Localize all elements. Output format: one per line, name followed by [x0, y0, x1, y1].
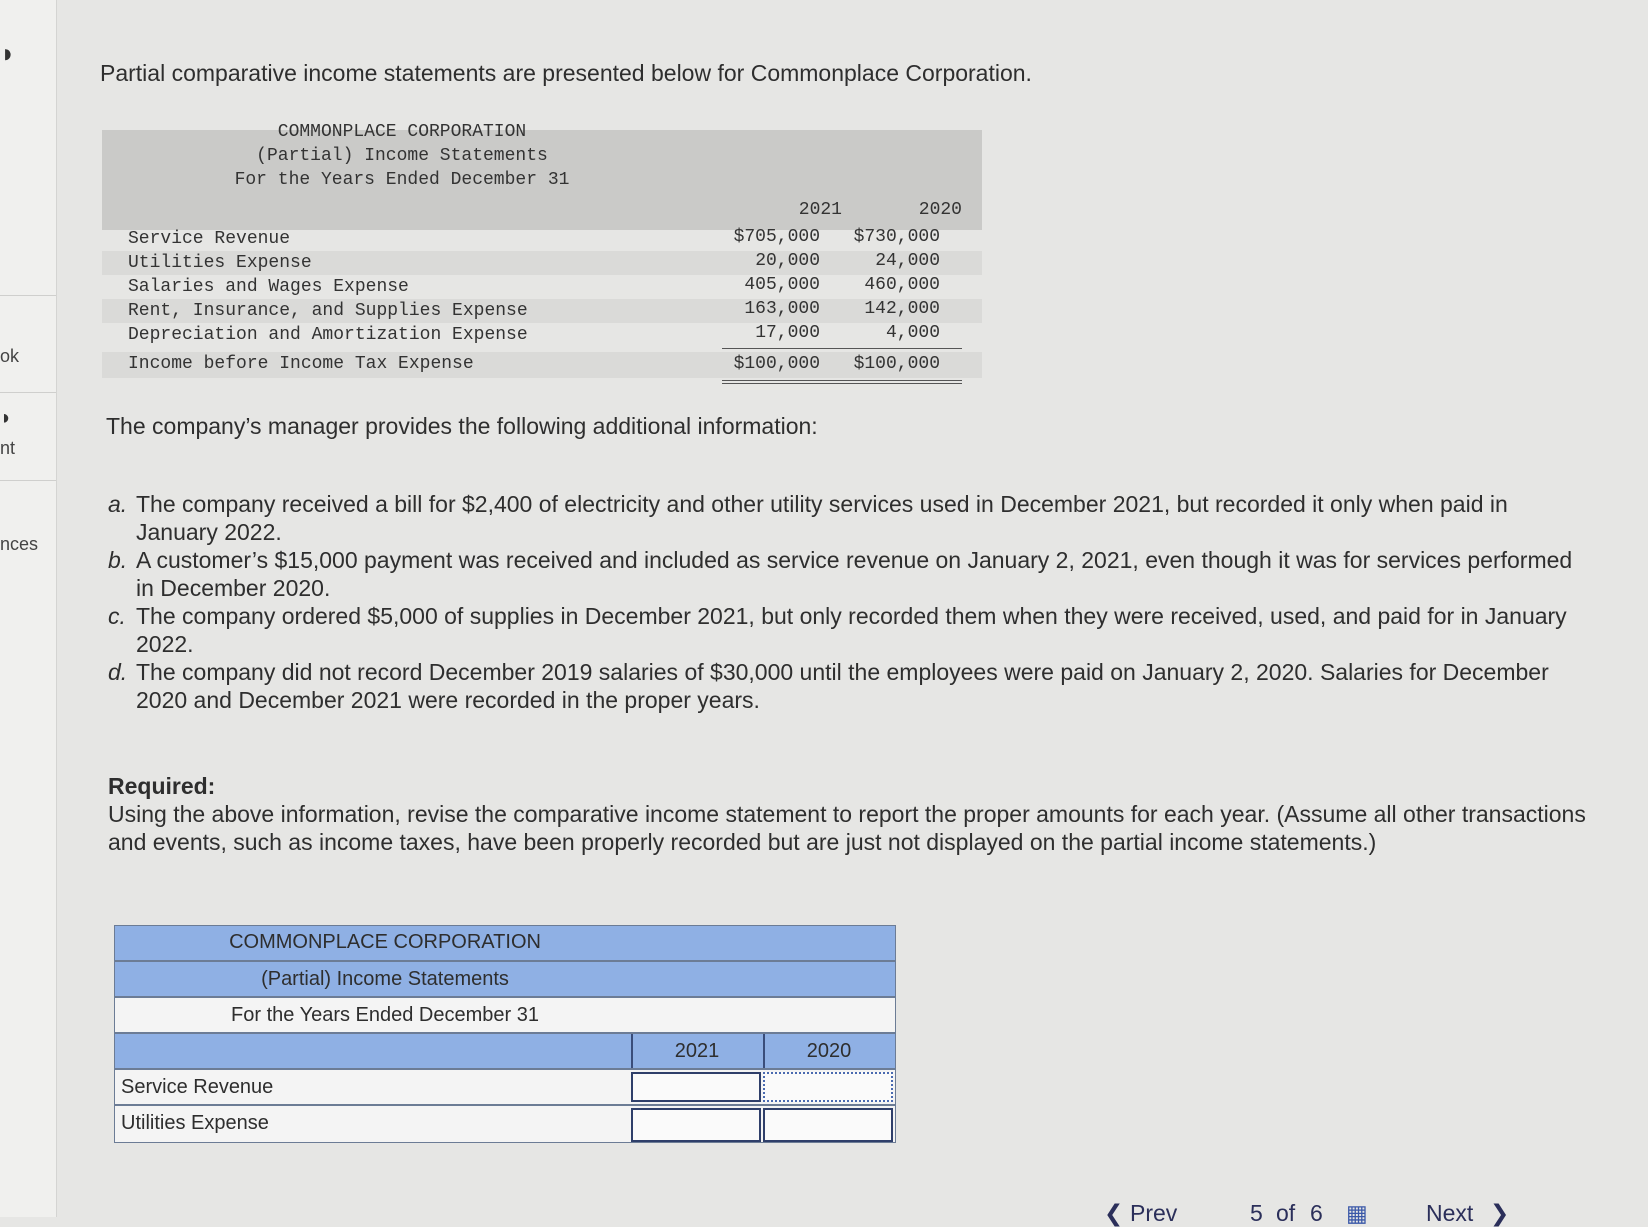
answer-year-2021-cell	[631, 1034, 763, 1068]
service-revenue-2020-input[interactable]	[763, 1072, 893, 1102]
answer-row-label: Utilities Expense	[121, 1112, 269, 1134]
statement-row	[102, 323, 982, 347]
required-text: Using the above information, revise the comparative income statement to report the proper amounts for each year. (Assume all other transactions and events, such as income taxes, have been properly recorded but are just not displayed on the partial income statements.)	[108, 801, 1586, 855]
answer-row-service-revenue	[114, 1069, 896, 1105]
answer-year-row	[114, 1033, 896, 1069]
grid-icon[interactable]: ▦	[1346, 1200, 1368, 1226]
page-total: 6	[1310, 1200, 1323, 1226]
page-current: 5	[1250, 1200, 1263, 1226]
total-label: Income before Income Tax Expense	[128, 354, 474, 374]
additional-info-heading: The company’s manager provides the following additional information:	[106, 413, 818, 439]
answer-title-row	[114, 925, 896, 961]
item-letter: a.	[108, 491, 128, 517]
service-revenue-2021-input[interactable]	[631, 1072, 761, 1102]
item-text: A customer’s $15,000 payment was received and included as service revenue on January 2, 2021, even though it was for services performed in December 2020.	[136, 547, 1573, 601]
left-sidebar	[0, 0, 57, 1217]
row-value-2021: $705,000	[733, 227, 820, 247]
answer-period: For the Years Ended December 31	[231, 1004, 539, 1026]
answer-subtitle: (Partial) Income Statements	[261, 968, 509, 990]
answer-year-2020: 2020	[806, 1040, 852, 1062]
double-rule-bottom	[722, 383, 962, 384]
row-value-2021: 405,000	[744, 275, 820, 295]
required-title: Required:	[108, 773, 216, 799]
list-item	[108, 658, 1588, 714]
sidebar-divider	[0, 480, 56, 481]
item-letter: c.	[108, 603, 126, 629]
row-label: Salaries and Wages Expense	[128, 277, 409, 297]
statement-row	[102, 251, 982, 275]
row-value-2021: 17,000	[755, 323, 820, 343]
row-value-2021: 163,000	[744, 299, 820, 319]
required-section	[108, 772, 1588, 856]
item-letter: b.	[108, 547, 128, 573]
sidebar-circle-icon: ◗	[0, 38, 16, 68]
row-value-2020: $730,000	[853, 227, 940, 247]
statement-row	[102, 275, 982, 299]
sidebar-item-book[interactable]: ok	[0, 346, 20, 366]
additional-info-list	[108, 490, 1588, 714]
page-of: of	[1276, 1200, 1296, 1226]
answer-year-2021: 2021	[674, 1040, 720, 1062]
row-value-2020: 4,000	[885, 323, 940, 343]
item-text: The company did not record December 2019 salaries of $30,000 until the employees were paid on January 2, 2020. Salaries for December 2020 and December 2021 were recorded in the proper years.	[136, 659, 1549, 713]
item-text: The company received a bill for $2,400 of electricity and other utility services used in December 2021, but recorded it only when paid in January 2022.	[136, 491, 1508, 545]
sidebar-item-references[interactable]: nces	[0, 534, 39, 554]
year-2021: 2021	[798, 200, 842, 220]
double-rule-top	[722, 380, 962, 381]
statement-years	[722, 200, 982, 230]
answer-row-label: Service Revenue	[121, 1076, 274, 1098]
statement-row	[102, 299, 982, 323]
row-label: Utilities Expense	[128, 253, 312, 273]
row-label: Rent, Insurance, and Supplies Expense	[128, 301, 528, 321]
sidebar-divider	[0, 295, 56, 296]
row-value-2020: 460,000	[864, 275, 940, 295]
answer-subtitle-row	[114, 961, 896, 997]
answer-year-2020-cell	[763, 1034, 895, 1068]
statement-company: COMMONPLACE CORPORATION	[277, 122, 527, 142]
sidebar-print-icon[interactable]: ◗	[0, 407, 13, 429]
row-value-2020: 24,000	[875, 251, 940, 271]
year-2020: 2020	[918, 200, 962, 220]
row-value-2020: 142,000	[864, 299, 940, 319]
subtotal-rule	[722, 348, 962, 349]
utilities-expense-2020-input[interactable]	[763, 1108, 893, 1142]
statement-title: (Partial) Income Statements	[256, 146, 548, 166]
row-label: Service Revenue	[128, 229, 291, 249]
prev-button[interactable]: Prev	[1130, 1200, 1178, 1226]
row-label: Depreciation and Amortization Expense	[128, 325, 528, 345]
pagination	[1090, 1158, 1648, 1226]
list-item	[108, 490, 1588, 546]
intro-text: Partial comparative income statements are presented below for Commonplace Corporation.	[100, 60, 1032, 86]
prev-chevron-icon[interactable]: ❮	[1104, 1200, 1124, 1226]
row-value-2021: 20,000	[755, 251, 820, 271]
total-value-2021: $100,000	[733, 354, 820, 374]
statement-total-row	[102, 352, 982, 378]
sidebar-item-print[interactable]: nt	[0, 438, 16, 458]
answer-period-row[interactable]	[114, 997, 896, 1033]
item-text: The company ordered $5,000 of supplies in December 2021, but only recorded them when they were received, used, and paid for in January 2022.	[136, 603, 1567, 657]
sidebar-divider	[0, 392, 56, 393]
given-income-statement	[102, 122, 982, 392]
item-letter: d.	[108, 659, 128, 685]
answer-company: COMMONPLACE CORPORATION	[229, 931, 541, 953]
answer-row-utilities-expense	[114, 1105, 896, 1143]
next-button[interactable]: Next	[1426, 1200, 1474, 1226]
total-value-2020: $100,000	[853, 354, 940, 374]
utilities-expense-2021-input[interactable]	[631, 1108, 761, 1142]
next-chevron-icon[interactable]: ❯	[1490, 1200, 1510, 1226]
statement-row	[102, 227, 982, 251]
list-item	[108, 602, 1588, 658]
statement-period: For the Years Ended December 31	[234, 170, 570, 190]
list-item	[108, 546, 1588, 602]
